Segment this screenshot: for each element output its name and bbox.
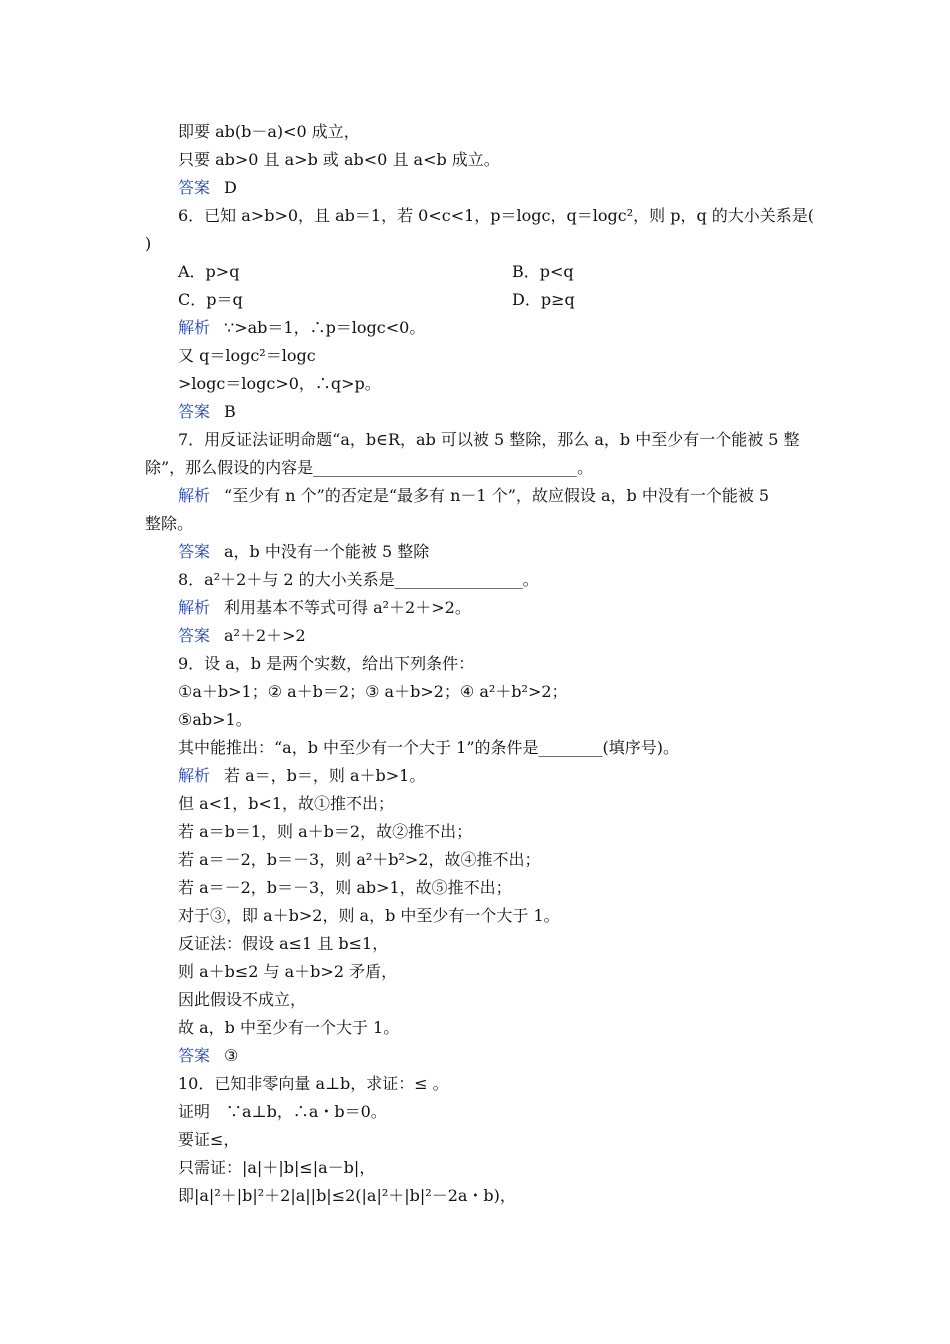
answer-label: 答案 <box>178 402 211 421</box>
analysis-line <box>178 598 471 618</box>
analysis-label: 解析 <box>178 318 211 337</box>
analysis-line <box>178 318 425 338</box>
answer-line <box>178 402 236 422</box>
question-9: 9．设 a，b 是两个实数，给出下列条件： <box>178 654 475 673</box>
text-line: 若 a＝－2，b＝－3，则 ab>1，故⑤推不出； <box>178 878 512 897</box>
text-line: ⑤ab>1。 <box>178 710 252 729</box>
text-line: 要证≤， <box>178 1130 240 1149</box>
answer-label: 答案 <box>178 626 211 645</box>
analysis-line <box>178 766 425 786</box>
text-line: 故 a，b 中至少有一个大于 1。 <box>178 1018 400 1037</box>
text-line: >logc＝logc>0，∴q>p。 <box>178 374 381 393</box>
question-8: 8．a²＋2＋与 2 的大小关系是________________。 <box>178 570 539 589</box>
proof-line: 证明 ∵a⊥b，∴a・b＝0。 <box>178 1102 387 1121</box>
answer-line <box>178 542 429 562</box>
text-line: 但 a<1，b<1，故①推不出； <box>178 794 395 813</box>
answer-line <box>178 178 237 198</box>
answer-text: a，b 中没有一个能被 5 整除 <box>224 542 430 561</box>
answer-label: 答案 <box>178 178 211 197</box>
analysis-label: 解析 <box>178 486 211 505</box>
analysis-text: “至少有 n 个”的否定是“最多有 n－1 个”，故应假设 a，b 中没有一个能被 5 <box>224 486 770 505</box>
option-a: A．p>q <box>178 262 240 281</box>
answer-text: B <box>224 402 236 421</box>
text-line: 若 a＝b＝1，则 a＋b＝2，故②推不出； <box>178 822 473 841</box>
text-line: 若 a＝－2，b＝－3，则 a²＋b²>2，故④推不出； <box>178 850 541 869</box>
text-line: 即|a|²＋|b|²＋2|a||b|≤2(|a|²＋|b|²－2a・b)， <box>178 1186 516 1205</box>
answer-line <box>178 626 306 646</box>
option-c: C．p＝q <box>178 290 243 309</box>
text-line: 因此假设不成立， <box>178 990 307 1009</box>
answer-label: 答案 <box>178 1046 211 1065</box>
text-line: 对于③，即 a＋b>2，则 a，b 中至少有一个大于 1。 <box>178 906 560 925</box>
answer-line <box>178 1046 238 1066</box>
question-10: 10．已知非零向量 a⊥b，求证：≤ 。 <box>178 1074 449 1093</box>
text-line: ①a＋b>1；② a＋b＝2；③ a＋b>2；④ a²＋b²>2； <box>178 682 568 701</box>
text-line: 整除。 <box>145 514 194 533</box>
text-line: 反证法：假设 a≤1 且 b≤1， <box>178 934 389 953</box>
text-line: 只需证：|a|＋|b|≤|a－b|， <box>178 1158 376 1177</box>
analysis-line <box>178 486 769 506</box>
answer-text: a²＋2＋>2 <box>224 626 306 645</box>
question-6: 6．已知 a>b>0，且 ab＝1，若 0<c<1，p＝logc，q＝logc²，则 p，q 的大小关系是( <box>178 206 815 225</box>
answer-text: ③ <box>224 1046 239 1065</box>
option-d: D．p≥q <box>512 290 575 309</box>
analysis-text: 若 a＝，b＝，则 a＋b>1。 <box>224 766 426 785</box>
text-line: 其中能推出：“a，b 中至少有一个大于 1”的条件是________(填序号)。 <box>178 738 679 757</box>
question-7: 7．用反证法证明命题“a，b∈R，ab 可以被 5 整除，那么 a，b 中至少有一个能被 5 整 <box>178 430 800 449</box>
analysis-label: 解析 <box>178 598 211 617</box>
answer-text: D <box>224 178 237 197</box>
answer-label: 答案 <box>178 542 211 561</box>
analysis-text: ∵>ab＝1，∴p＝logc<0。 <box>224 318 426 337</box>
text-line: 又 q＝logc²＝logc <box>178 346 316 365</box>
text-line: ) <box>145 234 152 253</box>
analysis-text: 利用基本不等式可得 a²＋2＋>2。 <box>224 598 471 617</box>
option-b: B．p<q <box>512 262 574 281</box>
analysis-label: 解析 <box>178 766 211 785</box>
text-line: 只要 ab>0 且 a>b 或 ab<0 且 a<b 成立。 <box>178 150 500 169</box>
text-line: 则 a＋b≤2 与 a＋b>2 矛盾， <box>178 962 398 981</box>
text-line: 除”，那么假设的内容是_________________________________。 <box>145 458 594 477</box>
text-line: 即要 ab(b－a)<0 成立， <box>178 122 360 141</box>
